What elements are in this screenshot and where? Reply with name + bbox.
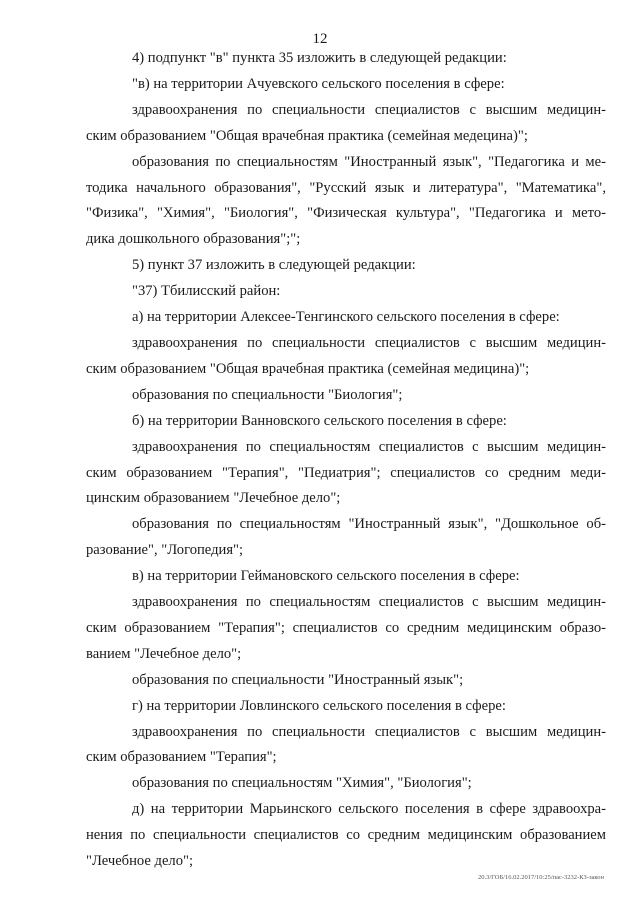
text-line: д) на территории Марьинского сельского поселения в сфере здравоохра- xyxy=(132,801,606,818)
text-line: в) на территории Геймановского сельского поселения в сфере: xyxy=(132,568,520,585)
text-line: "Лечебное дело"; xyxy=(86,853,194,869)
text-line: здравоохранения по специальности специалистов с высшим медицин- xyxy=(132,101,606,118)
text-line: ским образованием "Терапия"; специалистов со средним медицинским образо- xyxy=(86,619,606,636)
text-line: "37) Тбилисский район: xyxy=(132,283,281,300)
text-line: а) на территории Алексее-Тенгинского сельского поселения в сфере: xyxy=(132,309,560,325)
text-line: разование", "Логопедия"; xyxy=(86,542,244,559)
text-line: здравоохранения по специальностям специалистов с высшим медицин- xyxy=(132,594,606,610)
text-line: 4) подпункт "в" пункта 35 изложить в следующей редакции: xyxy=(132,50,507,66)
text-line: ским образованием "Терапия", "Педиатрия"; специалистов со средним меди- xyxy=(86,464,606,481)
page-number: 12 xyxy=(312,31,328,47)
text-line: ванием "Лечебное дело"; xyxy=(86,645,242,662)
text-line: дика дошкольного образования";"; xyxy=(86,231,301,248)
text-line: образования по специальности "Иностранный язык"; xyxy=(132,671,464,688)
text-line: образования по специальностям "Химия", "Биология"; xyxy=(132,775,472,792)
text-line: здравоохранения по специальности специалистов с высшим медицин- xyxy=(132,723,606,740)
text-line: нения по специальности специалистов со средним медицинским образованием xyxy=(86,827,606,844)
footer-stamp: 20.3/ГОБ/16.02.2017/10:25/пас-3232-КЗ-закон xyxy=(477,874,604,881)
text-line: образования по специальностям "Иностранный язык", "Дошкольное об- xyxy=(132,516,606,533)
text-line: здравоохранения по специальностям специалистов с высшим медицин- xyxy=(132,438,606,455)
text-line: ским образованием "Терапия"; xyxy=(86,749,277,766)
text-line: цинским образованием "Лечебное дело"; xyxy=(86,490,341,507)
text-line: образования по специальностям "Иностранный язык", "Педагогика и ме- xyxy=(132,153,606,170)
text-line: образования по специальности "Биология"; xyxy=(132,386,403,403)
text-line: г) на территории Ловлинского сельского поселения в сфере: xyxy=(132,697,506,714)
text-line: 5) пункт 37 изложить в следующей редакции: xyxy=(132,257,416,274)
text-line: ским образованием "Общая врачебная практика (семейная медицина)"; xyxy=(86,360,530,377)
text-line: ским образованием "Общая врачебная практика (семейная медецина)"; xyxy=(86,127,528,144)
text-line: тодика начального образования", "Русский язык и литература", "Математика", xyxy=(86,179,606,196)
text-line: б) на территории Ванновского сельского поселения в сфере: xyxy=(132,412,507,429)
text-line: здравоохранения по специальности специалистов с высшим медицин- xyxy=(132,334,606,351)
text-line: "в) на территории Ачуевского сельского поселения в сфере: xyxy=(132,75,505,92)
text-line: "Физика", "Химия", "Биология", "Физическая культура", "Педагогика и мето- xyxy=(86,205,606,222)
